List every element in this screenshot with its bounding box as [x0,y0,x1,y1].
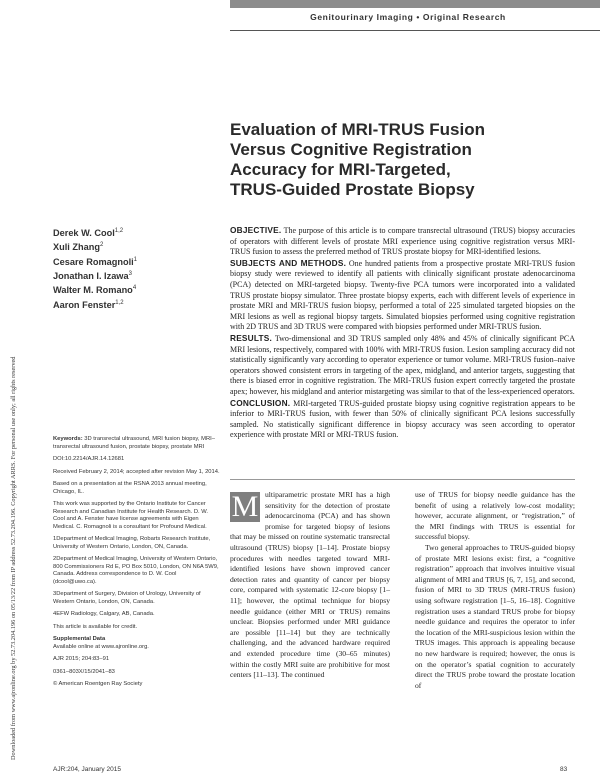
author: Walter M. Romano$^4$ [53,285,137,296]
issn: 0361–803X/15/2041–83 [53,668,115,675]
abstract-methods: SUBJECTS AND METHODS. One hundred patients from a prospective prostate MRI-TRUS fusion biopsy study were reviewed to identify all patients with clinically significant prostate adenocarcinoma (PCA) detected on MRI-targeted biopsy. Twenty-five PCA tumors were incorporated into a validated TRUS prostate biopsy simulator. Three prostate biopsy experts, each with different levels of experience in prostate MRI and MRI-TRUS fusion biopsy, performed a total of 225 simulated targeted biopsies on the MRI lesions as well as regional biopsy targets. Simulated biopsies performed using cognitive registration with 2D TRUS and 3D TRUS were compared with biopsies performed under MRI-TRUS fusion. [230,257,576,332]
author: Aaron Fenster$^{1,2}$ [53,299,124,310]
abstract-conclusion: CONCLUSION. MRI-targeted TRUS-guided prostate biopsy using cognitive registration appears to be inferior to MRI-TRUS fusion, with fewer than 50% of clinically significant PCA lesions successfully sampled. No statistically significant difference in biopsy accuracy was seen according to operator experience with prostate MRI or MRI-TRUS fusion. [230,397,576,440]
supplemental-link[interactable]: Available online at www.ajronline.org. [53,643,149,650]
download-stamp-text: Downloaded from www.ajronline.org by 52.73.204.196 on 05/13/22 from IP address 52.73.204.196. Copyright ARRS. For personal use only; all rights reserved [10,356,17,760]
header-bar [230,0,600,8]
body-paragraph: Two general approaches to TRUS-guided biopsy of prostate MRI lesions exist: first, a “cognitive registration” approach that involves intuitive visual alignment of MRI and TRUS [6, 7, 15], and second, fusion of MRI to 3D TRUS (MRI-TRUS fusion) using software registration [1–5, 16–18]. Cognitive registration uses a standard TRUS probe for biopsy needle guidance and requires the operator to infer the location of the MRI-suspicious lesion within the TRUS images. This approach is appealing because no new hardware is required; however, the onus is on the operator’s spatial cognition to accurately direct the TRUS probe toward the prostate location of [415,542,575,690]
body-paragraph: use of TRUS for biopsy needle guidance has the benefit of using a relatively low-cost modality; however, accurate alignment, or “registration,” of the MRI findings with TRUS is essential for successful biopsy. [415,490,575,542]
article-title [230,120,590,200]
author: Derek W. Cool$^{1,2}$ [53,228,124,239]
funding-note: This work was supported by the Ontario Institute for Cancer Research and Canadian Institute for Health Research. D. W. Cool and A. Fenster have license agreements with Eigen Medical. C. Romagnoli is a consultant for Profound Medical. [53,501,208,530]
author: Cesare Romagnoli$^1$ [53,256,138,267]
abstract-results: RESULTS. Two-dimensional and 3D TRUS sampled only 48% and 45% of clinically significant PCA MRI lesions, respectively, compared with 100% with MRI-TRUS fusion. Lesion sampling accuracy did not statistically significantly vary according to operator experience or tumor volume. MRI-TRUS fusion–naive operators showed consistent errors in targeting of the apex, midgland, and anterior targets, suggesting that there is biased error in cognitive registration. The MRI-TRUS fusion expert correctly targeted the prostate apex; however, his midgland and anterior mistargeting was similar to that of the less-experienced operators. [230,332,576,396]
footer-journal: AJR:204, January 2015 [53,766,121,773]
author-list [53,225,223,311]
author: Xuli Zhang$^2$ [53,242,104,253]
presentation-note: Based on a presentation at the RSNA 2013 annual meeting, Chicago, IL. [53,481,207,495]
affiliation: 1Department of Medical Imaging, Robarts Research Institute, University of Western Ontario, London, ON, Canada. [53,536,211,550]
section-heading: Genitourinary Imaging • Original Research [310,12,506,22]
copyright: © American Roentgen Ray Society [53,681,143,687]
credit-note: This article is available for credit. [53,623,138,630]
body-column-2 [415,490,575,691]
abstract [230,225,575,441]
affiliation: 4EFW Radiology, Calgary, AB, Canada. [53,611,155,617]
author: Jonathan I. Izawa$^3$ [53,271,132,282]
abstract-divider [230,479,575,480]
title-line: Accuracy for MRI-Targeted, [230,160,451,179]
body-paragraph: M ultiparametric prostate MRI has a high sensitivity for the detection of prostate adenocarcinoma (PCA) and has shown promise for targeted biopsy of lesions that may be missed on routine systematic transrectal ultrasound (TRUS) biopsy [1–14]. Prostate biopsy procedures with needles targeted toward MRI-identified lesions have shown improved cancer detection rates and quantity of cancer per biopsy core, compared with systematic 12-core biopsy [1–11]; however, the optimal technique for biopsy needle guidance (either MRI or TRUS) remains unclear. Biopsies performed under MRI guidance are possible [11–14] but they are technically challenging, and the advanced hardware required and extended procedure time (30–65 minutes) within the costly MRI suite are prohibitive for most centers [11–13]. The continued [230,490,390,680]
title-line: TRUS-Guided Prostate Biopsy [230,180,475,199]
keywords: Keywords: 3D transrectal ultrasound, MRI fusion biopsy, MRI–transrectal ultrasound fusion, prostate biopsy, prostate MRI [53,436,215,450]
title-line: Evaluation of MRI-TRUS Fusion [230,120,485,139]
drop-cap: M [231,490,259,523]
affiliation: 2Department of Medical Imaging, University of Western Ontario, 800 Commissioners Rd E, PO Box 5010, London, ON N6A 5W9, Canada. Address correspondence to D. W. Cool (dcool@uwo.ca). [53,556,219,585]
article-notes [53,436,221,694]
header-rule [230,30,600,31]
supplemental-data: Supplemental Data [53,636,106,642]
received-dates: Received February 2, 2014; accepted after revision May 1, 2014. [53,468,220,475]
download-stamp [0,0,20,779]
affiliation: 3Department of Surgery, Division of Urology, University of Western Ontario, London, ON, Canada. [53,591,201,605]
title-line: Versus Cognitive Registration [230,140,472,159]
page-number: 83 [560,766,568,773]
abstract-objective: OBJECTIVE. The purpose of this article is to compare transrectal ultrasound (TRUS) biopsy accuracies of operators with different levels of prostate MRI experience using cognitive registration versus MRI-TRUS fusion to assess the preferred method of TRUS prostate biopsy for MRI-identified lesions. [230,225,576,257]
body-column-1 [230,490,390,681]
doi: DOI:10.2214/AJR.14.12681 [53,456,125,462]
citation: AJR 2015; 204:83–91 [53,656,110,662]
